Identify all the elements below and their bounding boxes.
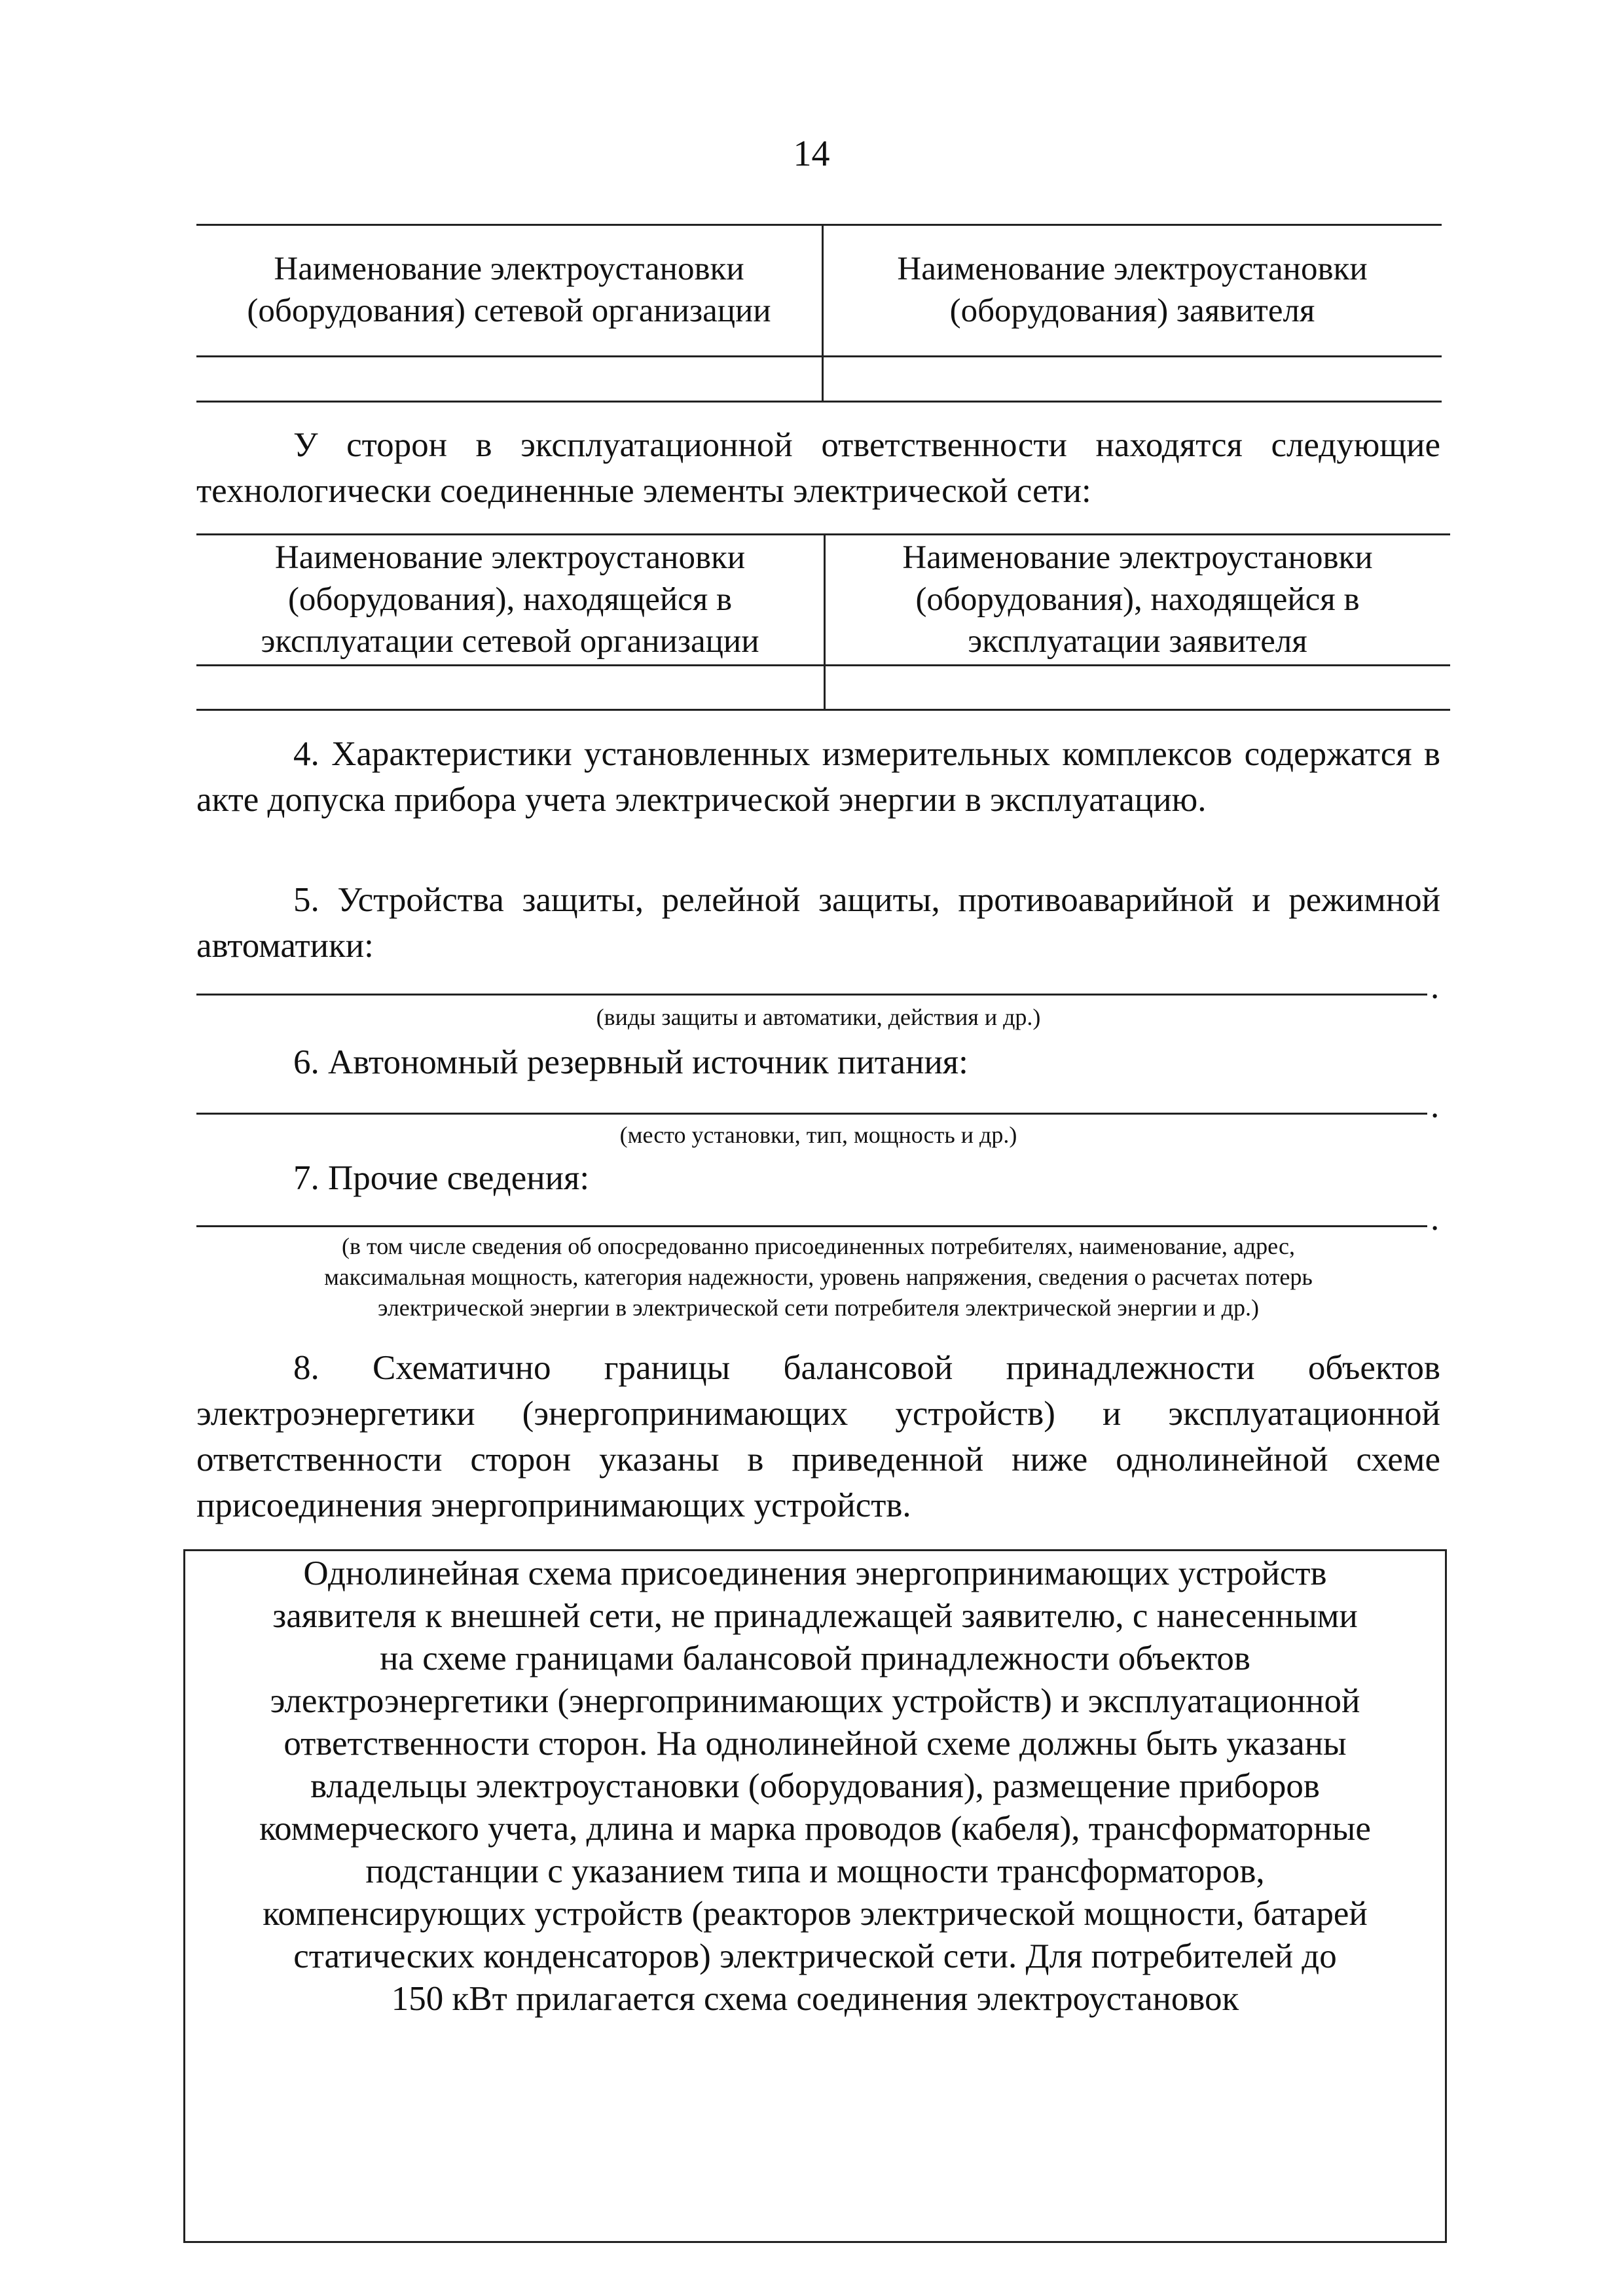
table1-header-left: Наименование электроустановки (оборудования) сетевой организации [247, 251, 771, 329]
table1-header-right: Наименование электроустановки (оборудования) заявителя [897, 251, 1368, 329]
scheme-line: коммерческого учета, длина и марка проводов (кабеля), трансформаторные [259, 1810, 1371, 1848]
item-7-end-dot: . [1431, 1200, 1440, 1238]
item-6-backup-power: 6. Автономный резервный источник питания: [293, 1043, 968, 1081]
scheme-line: компенсирующих устройств (реакторов электрической мощности, батарей [263, 1895, 1368, 1933]
item-6-end-dot: . [1431, 1087, 1440, 1125]
scheme-line: электроэнергетики (энергопринимающих устройств) и эксплуатационной [270, 1682, 1360, 1720]
scheme-line: 150 кВт прилагается схема соединения электроустановок [391, 1980, 1239, 2018]
item-5-fill-line[interactable] [196, 994, 1427, 996]
item-7-other-info: 7. Прочие сведения: [293, 1159, 590, 1197]
scheme-line: заявителя к внешней сети, не принадлежащей заявителю, с нанесенными [272, 1597, 1358, 1635]
scheme-line: владельцы электроустановки (оборудования), размещение приборов [310, 1767, 1320, 1805]
table1-header-border [196, 355, 1442, 357]
item-8-scheme-description: 8. Схематично границы балансовой принадлежности объектов электроэнергетики (энергопринимающих устройств) и эксплуатационной ответственности сторон указаны в приведенной ниже однолинейной схеме присоединения энергопринимающих устройств. [196, 1349, 1440, 1524]
scheme-line: Однолинейная схема присоединения энергопринимающих устройств [303, 1554, 1327, 1592]
table2-cell-left[interactable] [200, 668, 820, 707]
item-4-metering: 4. Характеристики установленных измерительных комплексов содержатся в акте допуска прибора учета электрической энергии в эксплуатацию. [196, 735, 1440, 819]
table1-cell-left[interactable] [200, 359, 818, 399]
table1-column-divider [822, 224, 824, 402]
item-6-hint: (место установки, тип, мощность и др.) [619, 1122, 1017, 1148]
operational-responsibility-paragraph: У сторон в эксплуатационной ответственности находятся следующие технологически соединенные элементы электрической сети: [196, 426, 1440, 510]
table1-cell-right[interactable] [826, 359, 1438, 399]
scheme-line: на схеме границами балансовой принадлежности объектов [380, 1640, 1250, 1677]
table2-cell-right[interactable] [828, 668, 1447, 707]
item-5-hint: (виды защиты и автоматики, действия и др.) [596, 1004, 1041, 1030]
item-5-protection: 5. Устройства защиты, релейной защиты, противоаварийной и режимной автоматики: [196, 881, 1440, 965]
single-line-scheme-text [190, 1552, 1440, 2020]
item-7-hint-line-3: электрической энергии в электрической сети потребителя электрической энергии и др.) [378, 1295, 1259, 1321]
page-number: 14 [793, 134, 830, 174]
item-7-hint-line-2: максимальная мощность, категория надежности, уровень напряжения, сведения о расчетах потерь [324, 1264, 1313, 1290]
table2-header-right: Наименование электроустановки (оборудования), находящейся в эксплуатации заявителя [902, 539, 1373, 660]
item-6-fill-line[interactable] [196, 1113, 1427, 1115]
item-5-end-dot: . [1431, 968, 1440, 1006]
scheme-line: ответственности сторон. На однолинейной схеме должны быть указаны [283, 1725, 1347, 1763]
item-7-fill-line[interactable] [196, 1225, 1427, 1227]
table1-bottom-border [196, 401, 1442, 403]
scheme-line: подстанции с указанием типа и мощности трансформаторов, [365, 1852, 1265, 1890]
table2-column-divider [824, 533, 826, 710]
scheme-line: статических конденсаторов) электрической сети. Для потребителей до [293, 1937, 1337, 1975]
item-7-hint-line-1: (в том числе сведения об опосредованно присоединенных потребителях, наименование, адрес, [341, 1233, 1296, 1259]
table2-header-left: Наименование электроустановки (оборудования), находящейся в эксплуатации сетевой организации [261, 539, 759, 660]
